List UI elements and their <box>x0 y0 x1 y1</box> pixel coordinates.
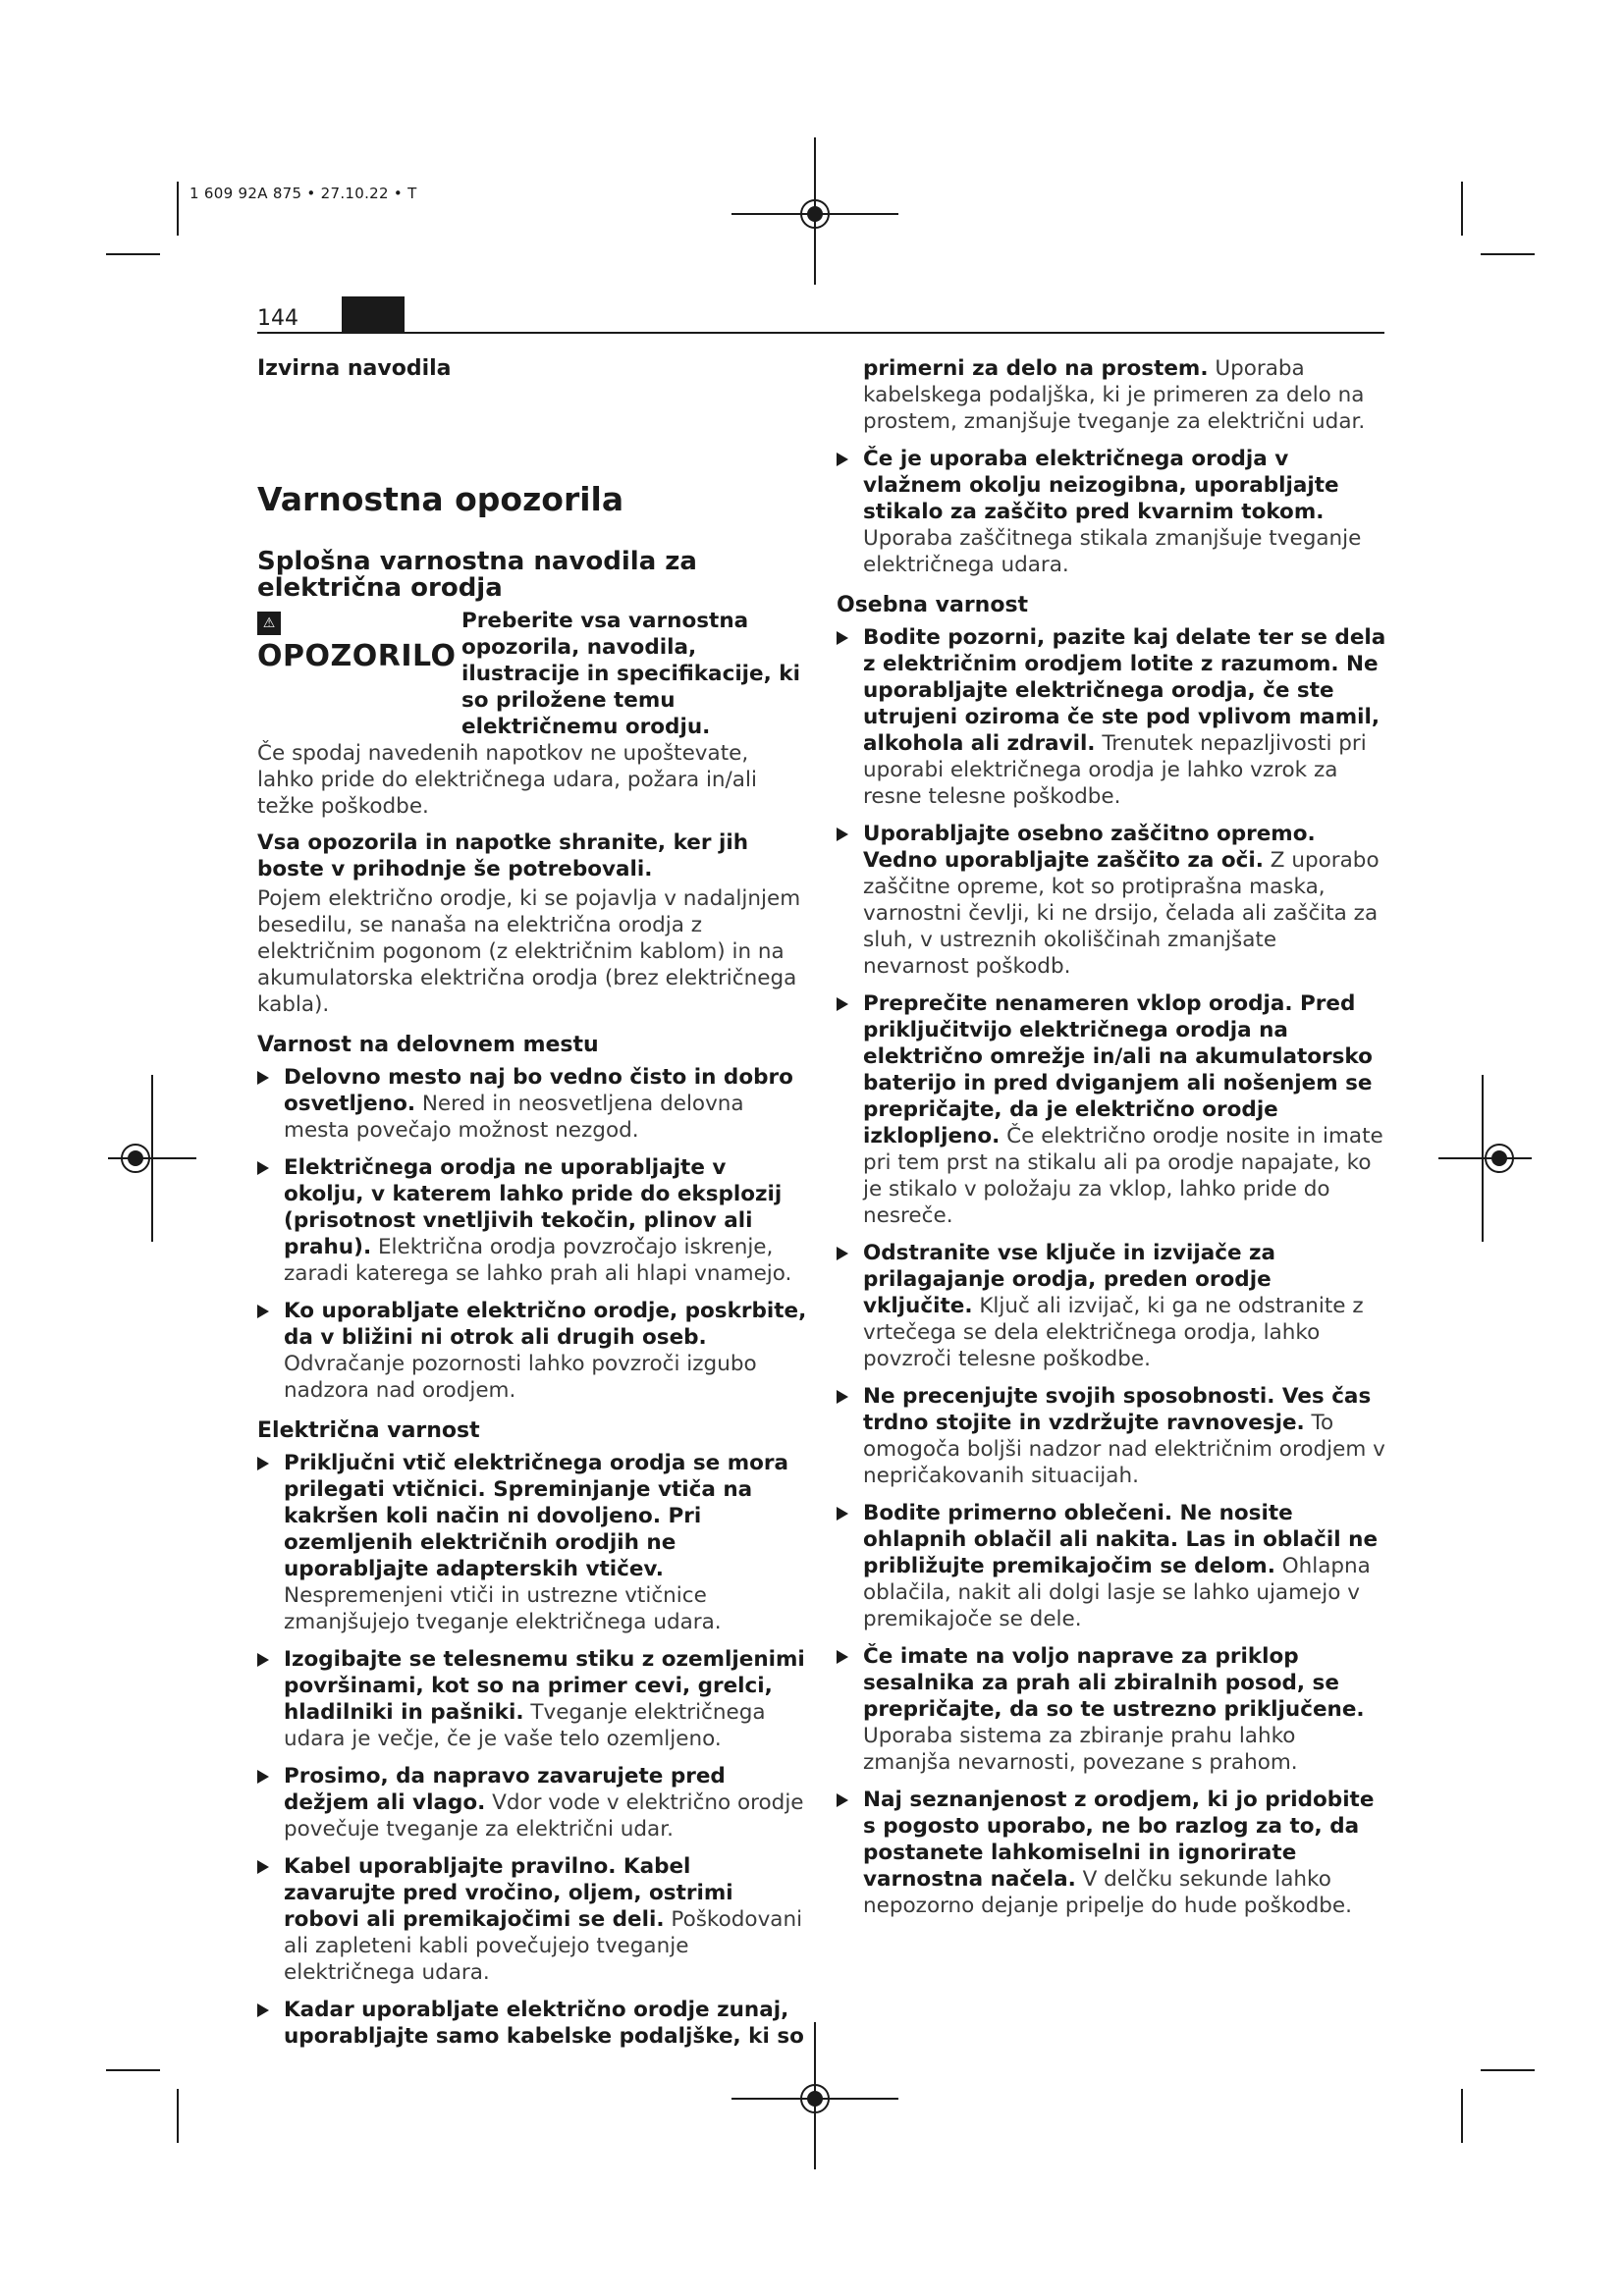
bullet-arrow-icon <box>837 1507 848 1521</box>
item-bold-text: Kabel uporabljajte pravilno. Kabel zavarujte pred vročino, oljem, ostrimi robovi ali premikajočimi se deli. <box>284 1854 733 1932</box>
electrical-list <box>257 1450 807 2050</box>
list-item <box>257 1298 807 1404</box>
list-item <box>837 624 1386 810</box>
left-column <box>257 355 807 2060</box>
bullet-arrow-icon <box>257 1305 269 1318</box>
list-item <box>837 1500 1386 1632</box>
list-item <box>837 990 1386 1229</box>
item-text: Ohlapna oblačila, nakit ali dolgi lasje se lahko ujamejo v premikajoče se dele. <box>863 1554 1371 1631</box>
item-bold-text: Bodite primerno oblečeni. Ne nosite ohlapnih oblačil ali nakita. Las in oblačil ne približujte premikajočim se delom. <box>863 1501 1379 1578</box>
crop-mark <box>1481 2069 1535 2071</box>
item-bold-text: Delovno mesto naj bo vedno čisto in dobro osvetljeno. <box>284 1065 793 1116</box>
list-item <box>837 1240 1386 1372</box>
list-item <box>257 1064 807 1144</box>
bullet-arrow-icon <box>837 1793 848 1807</box>
bullet-arrow-icon <box>257 1770 269 1784</box>
bullet-arrow-icon <box>837 1247 848 1260</box>
continued-text: Uporaba kabelskega podaljška, ki je primeren za delo na prostem, zmanjšuje tveganje za električni udar. <box>863 356 1366 434</box>
bullet-arrow-icon <box>257 1457 269 1470</box>
list-item <box>837 1383 1386 1489</box>
item-bold-text: Naj seznanjenost z orodjem, ki jo pridobite s pogosto uporabo, ne bo razlog za to, da postanete lahkomiselni in ignorirate varnostna načela. <box>863 1788 1375 1892</box>
item-text: Trenutek nepazljivosti pri uporabi električnega orodja je lahko vzrok za resne telesne poškodbe. <box>863 731 1367 809</box>
crop-mark <box>1461 182 1463 236</box>
crop-mark <box>1481 253 1535 255</box>
crop-mark <box>177 2089 179 2143</box>
bullet-arrow-icon <box>837 1390 848 1404</box>
item-text: Ključ ali izvijač, ki ga ne odstranite z vrtečega se dela električnega orodja, lahko povzroči telesne poškodbe. <box>863 1294 1364 1371</box>
bullet-arrow-icon <box>257 1161 269 1175</box>
list-item <box>257 1154 807 1287</box>
header-rule <box>257 332 1384 334</box>
crop-mark <box>177 182 179 236</box>
item-text: Z uporabo zaščitne opreme, kot so protiprašna maska, varnostni čevlji, ki ne drsijo, čelada ali zaščita za sluh, v ustreznih okoliščinah zmanjšate nevarnost poškodb. <box>863 848 1380 979</box>
item-bold-text: Ne precenjujte svojih sposobnosti. Ves čas trdno stojite in vzdržujte ravnovesje. <box>863 1384 1372 1435</box>
list-item <box>257 1763 807 1842</box>
section-heading: Varnost na delovnem mestu <box>257 1033 599 1057</box>
item-bold-text: Če je uporaba električnega orodja v vlažnem okolju neizogibna, uporabljajte stikalo za zaščito pred kvarnim tokom. <box>863 447 1339 524</box>
warning-text: Če spodaj navedenih napotkov ne upoštevate, lahko pride do električnega udara, požara in/ali težke poškodbe. <box>257 741 757 819</box>
item-bold-text: Bodite pozorni, pazite kaj delate ter se dela z električnim orodjem lotite z razumom. Ne uporabljajte električnega orodja, če ste utrujeni oziroma če ste pod vplivom mamil, alkohola ali zdravil. <box>863 625 1386 756</box>
registration-mark-icon <box>88 1075 196 1242</box>
bullet-arrow-icon <box>257 1071 269 1085</box>
item-bold-text: Preprečite nenameren vklop orodja. Pred priključitvijo električnega orodja na električno omrežje in/ali na akumulatorsko baterijo in pred dviganjem ali nošenjem se prepričajte, da je električno orodje izklopljeno. <box>863 991 1373 1148</box>
item-text: Nespremenjeni vtiči in ustrezne vtičnice zmanjšujejo tveganje električnega udara. <box>284 1583 722 1634</box>
print-code: 1 609 92A 875 • 27.10.22 • T <box>189 185 417 202</box>
item-text: Odvračanje pozornosti lahko povzroči izgubo nadzora nad orodjem. <box>284 1352 757 1403</box>
item-bold-text: Odstranite vse ključe in izvijače za prilagajanje orodja, preden orodje vključite. <box>863 1241 1276 1318</box>
item-text: Električna orodja povzročajo iskrenje, zaradi katerega se lahko prah ali hlapi vnamejo. <box>284 1235 792 1286</box>
continued-bold: primerni za delo na prostem. <box>863 356 1209 381</box>
item-text: Uporaba sistema za zbiranje prahu lahko zmanjša nevarnosti, povezane s prahom. <box>863 1724 1298 1775</box>
crop-mark <box>106 2069 160 2071</box>
list-item <box>257 1853 807 1986</box>
list-item <box>257 1450 807 1635</box>
keep-instructions: Vsa opozorila in napotke shranite, ker jih boste v prihodnje še potrebovali. <box>257 830 749 881</box>
term-definition: Pojem električno orodje, ki se pojavlja v nadaljnjem besedilu, se nanaša na električna orodja z električnim pogonom (z električnim kablom) in na akumulatorska električna orodja (brez električnega kabla). <box>257 886 801 1017</box>
registration-mark-icon <box>1438 1075 1546 1242</box>
continued-item <box>837 355 1386 435</box>
section-heading: Osebna varnost <box>837 593 1029 617</box>
item-bold-text: Kadar uporabljate električno orodje zunaj, uporabljajte samo kabelske podaljške, ki so <box>284 1998 804 2049</box>
electrical-list-continued <box>837 446 1386 578</box>
warning-block <box>257 608 807 820</box>
page-title: Varnostna opozorila <box>257 480 624 518</box>
bullet-arrow-icon <box>837 631 848 645</box>
bullet-arrow-icon <box>837 997 848 1011</box>
bullet-arrow-icon <box>257 2003 269 2017</box>
item-bold-text: Ko uporabljate električno orodje, poskrbite, da v bližini ni otrok ali drugih oseb. <box>284 1299 807 1350</box>
item-text: To omogoča boljši nadzor nad električnim orodjem v nepričakovanih situacijah. <box>863 1411 1385 1488</box>
personal-list <box>837 624 1386 1919</box>
item-text: Če električno orodje nosite in imate pri tem prst na stikalu ali pa orodje napajate, ko je stikalo v položaju za vklop, lahko pride do nesreče. <box>863 1124 1383 1228</box>
item-text: Tveganje električnega udara je večje, če je vaše telo ozemljeno. <box>284 1700 766 1751</box>
item-bold-text: Če imate na voljo naprave za priklop sesalnika za prah ali zbiralnih posod, se prepričajte, da so te ustrezno priključene. <box>863 1644 1365 1722</box>
item-text: Uporaba zaščitnega stikala zmanjšuje tveganje električnega udara. <box>863 526 1362 577</box>
item-bold-text: Uporabljajte osebno zaščitno opremo. Vedno uporabljajte zaščito za oči. <box>863 822 1316 873</box>
bullet-arrow-icon <box>257 1653 269 1667</box>
item-text: Vdor vode v električno orodje povečuje tveganje za električni udar. <box>284 1790 804 1842</box>
bullet-arrow-icon <box>837 453 848 466</box>
list-item <box>837 1787 1386 1919</box>
list-item <box>257 1646 807 1752</box>
item-text: Nered in neosvetljena delovna mesta povečajo možnost nezgod. <box>284 1092 744 1143</box>
bullet-arrow-icon <box>837 828 848 841</box>
list-item <box>837 821 1386 980</box>
page-number: 144 <box>257 306 298 331</box>
crop-mark <box>106 253 160 255</box>
list-item <box>837 1643 1386 1776</box>
item-bold-text: Električnega orodja ne uporabljajte v okolju, v katerem lahko pride do eksplozij (prisotnost vnetljivih tekočin, plinov ali prahu). <box>284 1155 783 1259</box>
section-subtitle: Splošna varnostna navodila za električna orodja <box>257 547 697 603</box>
bullet-arrow-icon <box>837 1650 848 1664</box>
registration-mark-icon <box>731 137 898 285</box>
header-tab <box>342 296 405 332</box>
right-column <box>837 355 1386 1930</box>
warning-word: OPOZORILO <box>257 639 457 673</box>
warning-bold-text: Preberite vsa varnostna opozorila, navodila, ilustracije in specifikacije, ki so priložene temu električnemu orodju. <box>461 609 800 739</box>
bullet-arrow-icon <box>257 1860 269 1874</box>
item-text: Poškodovani ali zapleteni kabli povečujejo tveganje električnega udara. <box>284 1907 803 1985</box>
warning-triangle-icon: ⚠ <box>257 612 281 635</box>
section-heading: Električna varnost <box>257 1418 480 1443</box>
intro-label: Izvirna navodila <box>257 356 452 381</box>
crop-mark <box>1461 2089 1463 2143</box>
list-item <box>257 1997 807 2050</box>
item-bold-text: Izogibajte se telesnemu stiku z ozemljenimi površinami, kot so na primer cevi, grelci, hladilniki in pašniki. <box>284 1647 805 1725</box>
item-bold-text: Priključni vtič električnega orodja se mora prilegati vtičnici. Spreminjanje vtiča na kakršen koli način ni dovoljeno. Pri ozemljenih električnih orodjih ne uporabljajte adapterskih vtičev. <box>284 1451 789 1581</box>
workplace-list <box>257 1064 807 1404</box>
list-item <box>837 446 1386 578</box>
item-text: V delčku sekunde lahko nepozorno dejanje pripelje do hude poškodbe. <box>863 1867 1352 1918</box>
item-bold-text: Prosimo, da napravo zavarujete pred dežjem ali vlago. <box>284 1764 726 1815</box>
